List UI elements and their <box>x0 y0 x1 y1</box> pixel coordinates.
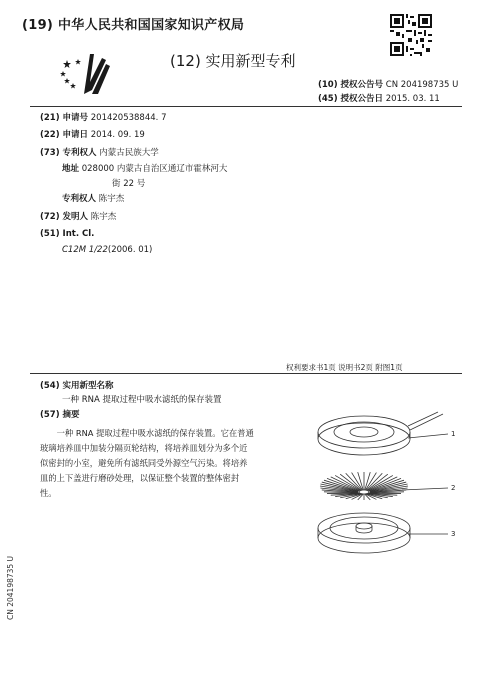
publication-date: 2015. 03. 11 <box>385 94 440 104</box>
address-line-1: 028000 内蒙古自治区通辽市霍林河大 <box>81 164 228 174</box>
filing-date-row <box>40 128 145 140</box>
side-publication-number: CN 204198735 U <box>6 555 15 620</box>
ipc-label-row <box>40 229 94 239</box>
drawing-label-3: 3 <box>451 530 456 538</box>
ipc-code-row <box>62 245 152 255</box>
utility-name: 一种 RNA 提取过程中吸水滤纸的保存装置 <box>62 395 222 405</box>
application-number-label: (21) 申请号 <box>40 113 89 123</box>
inventor-row <box>40 210 116 222</box>
abstract-text: 一种 RNA 提取过程中吸水滤纸的保存装置。它在普通玻璃培养皿中加装分隔页轮结构，将培养皿划分为多个近似密封的小室，避免所有滤纸同受外源空气污染。将培养皿的上下盖进行磨砂处理，以保证整个装置的整体密封性。 <box>40 428 254 498</box>
pages-summary: 权利要求书1页 说明书2页 附图1页 <box>286 363 403 372</box>
application-number: 201420538844. 7 <box>90 113 167 123</box>
agent-label: 专利权人 <box>62 194 97 204</box>
patentee: 内蒙古民族大学 <box>99 148 159 158</box>
agent: 陈宇杰 <box>98 194 125 204</box>
publication-number-row <box>318 78 458 90</box>
qr-code-icon <box>390 14 432 56</box>
agent-row <box>62 192 124 204</box>
drawing-label-1: 1 <box>451 430 456 438</box>
publication-number: CN 204198735 U <box>385 80 459 90</box>
publication-number-label: (10) 授权公告号 <box>318 80 384 90</box>
filing-date: 2014. 09. 19 <box>90 130 145 140</box>
application-number-row <box>40 111 166 123</box>
office-name: (19) 中华人民共和国国家知识产权局 <box>22 18 245 33</box>
cnipa-logo-icon <box>58 50 116 96</box>
patentee-row <box>40 146 159 158</box>
header-divider <box>30 106 462 107</box>
device-drawing <box>298 408 473 563</box>
ipc-version: (2006. 01) <box>107 245 153 255</box>
abstract-label: (57) 摘要 <box>40 410 80 420</box>
publication-date-row <box>318 92 440 104</box>
address-row <box>62 162 227 174</box>
address-label: 地址 <box>62 164 80 174</box>
utility-name-label: (54) 实用新型名称 <box>40 381 114 391</box>
ipc-code: C12M 1/22 <box>62 245 108 255</box>
filing-date-label: (22) 申请日 <box>40 130 89 140</box>
publication-date-label: (45) 授权公告日 <box>318 94 384 104</box>
abstract-divider <box>30 373 462 374</box>
ipc-label: (51) Int. Cl. <box>40 229 95 239</box>
patentee-label: (73) 专利权人 <box>40 148 97 158</box>
document-type: (12) 实用新型专利 <box>170 52 296 70</box>
inventor: 陈宇杰 <box>90 212 117 222</box>
drawing-label-2: 2 <box>451 484 456 492</box>
address-line-2: 街 22 号 <box>112 179 146 189</box>
inventor-label: (72) 发明人 <box>40 212 89 222</box>
